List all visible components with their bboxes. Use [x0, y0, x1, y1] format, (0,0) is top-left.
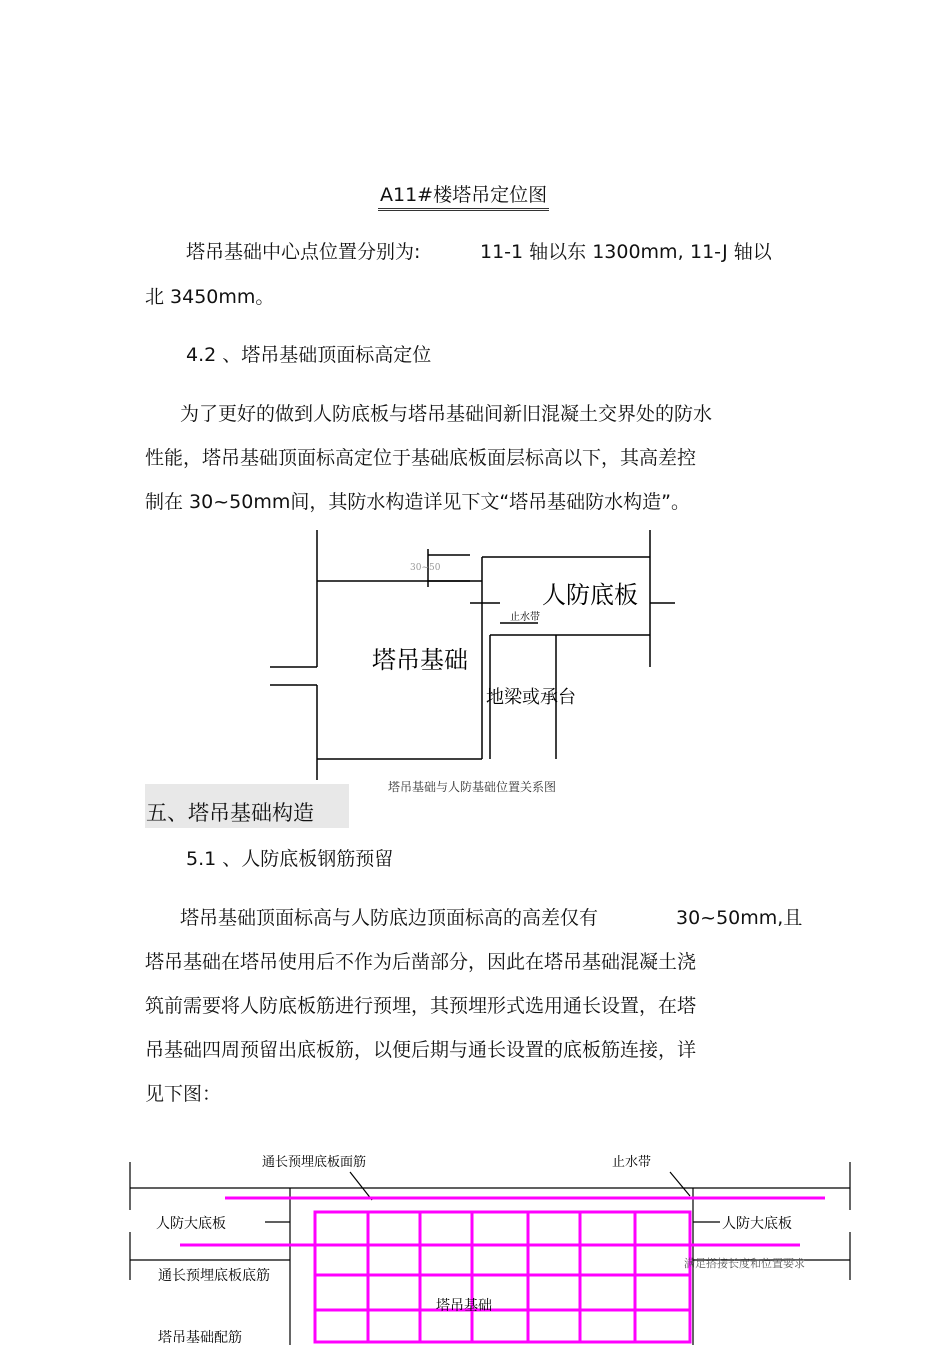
foundation-label: 塔吊基础: [436, 1298, 492, 1314]
figure-foundation-relation: [260, 525, 690, 805]
slab-right-label: 人防大底板: [722, 1216, 792, 1232]
text-line: 筑前需要将人防底板筋进行预埋，其预埋形式选用通长设置，在塔: [145, 995, 697, 1017]
text-line: 北 3450mm。: [145, 286, 275, 308]
page-title: A11#楼塔吊定位图: [378, 180, 549, 211]
text-line: 为了更好的做到人防底板与塔吊基础间新旧混凝土交界处的防水: [180, 403, 713, 425]
text-line: 11-J 轴以: [690, 241, 772, 263]
waterstop-label: 止水带: [612, 1155, 652, 1170]
top-bar-label: 通长预埋底板面筋: [262, 1155, 367, 1170]
slab-left-label: 人防大底板: [156, 1216, 226, 1232]
text-line: 塔吊基础在塔吊使用后不作为后凿部分，因此在塔吊基础混凝土浇: [145, 951, 697, 973]
text-line: 见下图：: [145, 1083, 222, 1105]
figure-caption: 塔吊基础与人防基础位置关系图: [388, 780, 557, 794]
text-line: 性能，塔吊基础顶面标高定位于基础底板面层标高以下，其高差控: [145, 447, 697, 469]
subheading-5-1: 5.1 、人防底板钢筋预留: [186, 848, 394, 870]
foundation-rebar-label: 塔吊基础配筋: [158, 1330, 242, 1345]
foundation-label: 塔吊基础: [372, 646, 468, 674]
bottom-bar-label: 通长预埋底板底筋: [158, 1268, 270, 1284]
text-line: 塔吊基础中心点位置分别为:: [186, 241, 421, 263]
text-line: 吊基础四周预留出底板筋，以便后期与通长设置的底板筋连接，详: [145, 1039, 697, 1061]
beam-label: 地梁或承台: [486, 687, 576, 708]
text-line: 11-1 轴以东 1300mm,: [480, 241, 684, 263]
text-line: 塔吊基础顶面标高与人防底边顶面标高的高差仅有: [180, 907, 599, 929]
lap-label: 满足搭接长度和位置要求: [684, 1257, 805, 1270]
text-line: 30~50mm,且: [676, 907, 803, 929]
section-heading-5: 五、塔吊基础构造: [146, 801, 314, 825]
dim-label: 30~50: [410, 563, 441, 573]
subheading-4-2: 4.2 、塔吊基础顶面标高定位: [186, 344, 432, 366]
text-line: 制在 30~50mm间，其防水构造详见下文“塔吊基础防水构造”。: [145, 491, 691, 513]
slab-label: 人防底板: [542, 581, 638, 609]
figure-slab-rebar: [110, 1150, 870, 1345]
waterstop-label: 止水带: [510, 612, 540, 623]
